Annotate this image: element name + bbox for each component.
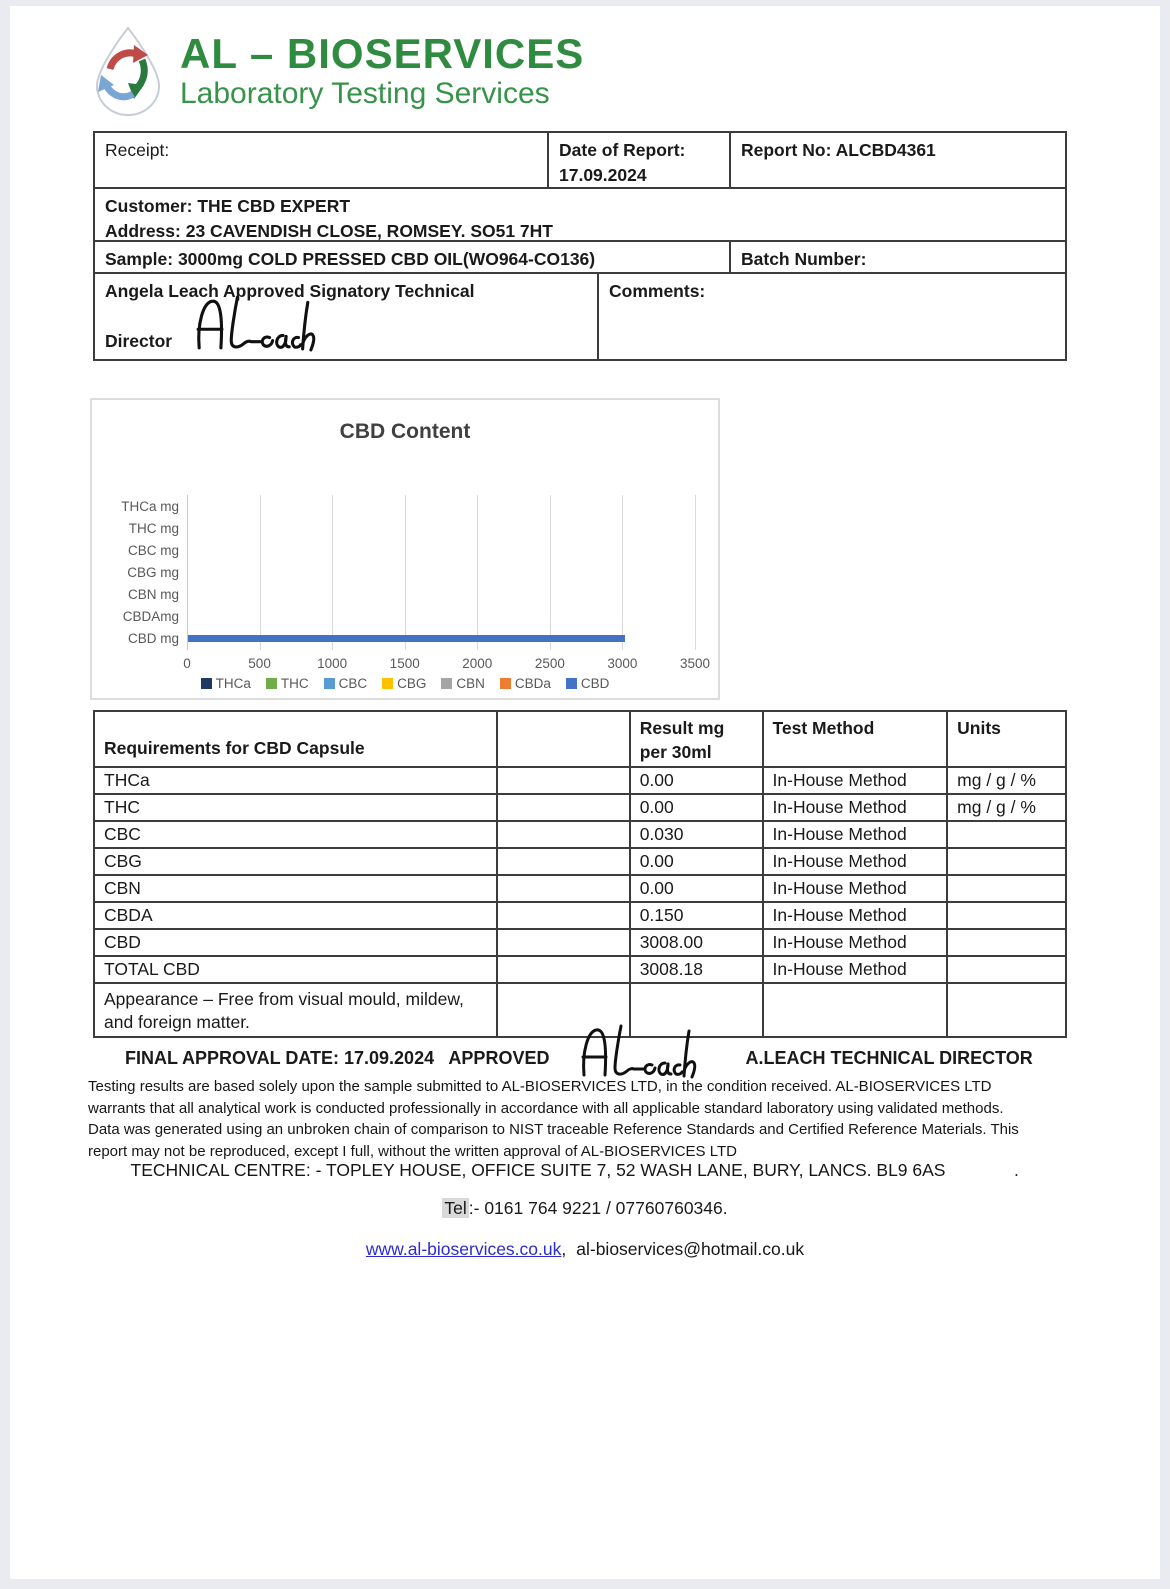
logo — [86, 24, 584, 118]
y-tick-label: CBD mg — [127, 631, 179, 647]
test-method: In-House Method — [763, 848, 948, 875]
legend-item-cbda — [500, 676, 551, 691]
test-method: In-House Method — [763, 902, 948, 929]
legend-swatch-icon — [324, 678, 335, 689]
units-value — [947, 929, 1066, 956]
chart-gridline — [332, 495, 333, 650]
analyte-name: CBC — [94, 821, 497, 848]
chart-gridline — [260, 495, 261, 650]
analyte-name: CBN — [94, 875, 497, 902]
y-tick-label: CBN mg — [127, 587, 179, 603]
legend-item-cbg — [382, 676, 426, 691]
signatory-text: Angela Leach Approved Signatory Technical — [105, 281, 475, 301]
chart-gridline — [695, 495, 696, 650]
customer-line: Customer: THE CBD EXPERT — [105, 196, 351, 216]
chart-bar-cbd — [188, 635, 625, 642]
test-method: In-House Method — [763, 956, 948, 983]
email-address: al-bioservices@hotmail.co.uk — [576, 1239, 805, 1259]
analyte-name: TOTAL CBD — [94, 956, 497, 983]
analyte-name: CBD — [94, 929, 497, 956]
legend-swatch-icon — [441, 678, 452, 689]
result-value: 0.00 — [630, 767, 763, 794]
test-method: In-House Method — [763, 767, 948, 794]
website-link[interactable]: www.al-bioservices.co.uk — [365, 1239, 562, 1259]
signatory-cell — [95, 274, 597, 359]
y-tick-label: CBG mg — [127, 564, 179, 580]
receipt-label: Receipt: — [105, 140, 170, 160]
x-tick-label: 1500 — [389, 656, 420, 671]
analyte-name: CBDA — [94, 902, 497, 929]
legend-label: CBD — [580, 676, 610, 691]
test-method: In-House Method — [763, 875, 948, 902]
drop-recycle-logo-icon — [86, 24, 170, 118]
units-value — [947, 902, 1066, 929]
address-line: Address: 23 CAVENDISH CLOSE, ROMSEY. SO51 7HT — [105, 221, 553, 242]
y-tick-label: CBC mg — [127, 542, 179, 558]
batch-number-label: Batch Number: — [729, 242, 1065, 272]
result-value: 0.00 — [630, 875, 763, 902]
contact-links-line — [0, 1239, 1170, 1260]
results-table — [93, 710, 1067, 1038]
x-tick-label: 3000 — [607, 656, 638, 671]
technical-director-text: A.LEACH TECHNICAL DIRECTOR — [745, 1047, 1033, 1068]
units-value — [947, 875, 1066, 902]
result-value: 3008.00 — [630, 929, 763, 956]
table-row — [94, 848, 1066, 875]
legend-item-thca — [201, 676, 251, 691]
legend-swatch-icon — [566, 678, 577, 689]
signature-icon — [190, 292, 318, 352]
results-header-row — [94, 711, 1066, 767]
legend-swatch-icon — [266, 678, 277, 689]
result-value: 0.150 — [630, 902, 763, 929]
telephone-line — [0, 1198, 1170, 1219]
units-value — [947, 848, 1066, 875]
analyte-name: THC — [94, 794, 497, 821]
legend-item-cbn — [441, 676, 485, 691]
date-of-report-label: Date of Report: — [559, 140, 686, 160]
units-value: mg / g / % — [947, 794, 1066, 821]
result-value: 0.00 — [630, 794, 763, 821]
x-tick-label: 500 — [248, 656, 271, 671]
link-separator: , — [561, 1239, 567, 1259]
company-tagline: Laboratory Testing Services — [180, 76, 550, 110]
report-number: Report No: ALCBD4361 — [729, 133, 1065, 187]
result-value: 0.00 — [630, 848, 763, 875]
legend-label: CBC — [338, 676, 368, 691]
legend-swatch-icon — [201, 678, 212, 689]
date-of-report-value: 17.09.2024 — [559, 165, 647, 186]
legend-label: CBDa — [514, 676, 551, 691]
x-tick-label: 2000 — [462, 656, 493, 671]
units-value — [947, 956, 1066, 983]
chart-gridline — [405, 495, 406, 650]
y-tick-label: CBDAmg — [122, 609, 179, 625]
chart-gridline — [550, 495, 551, 650]
y-tick-label: THC mg — [128, 520, 179, 536]
disclaimer-text: Testing results are based solely upon the sample submitted to AL-BIOSERVICES LTD, in the condition received. AL-BIOSERVICES LTD warrants that all analytical work is conducted professionally in accordance with all applicable standard laboratory using validated methods. Data was generated using an unbroken chain of comparison to NIST traceable Reference Standards and Certified Reference Materials. This report may not be reproduced, except I full, without the written approval of AL-BIOSERVICES LTD — [88, 1078, 1019, 1160]
appearance-note: Appearance – Free from visual mould, mildew, and foreign matter. — [94, 983, 497, 1037]
chart-axis-line — [187, 495, 188, 650]
units-value: mg / g / % — [947, 767, 1066, 794]
table-row — [94, 956, 1066, 983]
x-tick-label: 0 — [183, 656, 191, 671]
cbd-content-chart — [90, 398, 720, 700]
test-method: In-House Method — [763, 794, 948, 821]
header-info-table — [93, 131, 1067, 361]
date-of-report-cell — [547, 133, 729, 187]
table-row — [94, 794, 1066, 821]
test-method: In-House Method — [763, 821, 948, 848]
test-method: In-House Method — [763, 929, 948, 956]
customer-address-cell — [95, 189, 1065, 240]
comments-label: Comments: — [597, 274, 1065, 359]
table-row — [94, 929, 1066, 956]
signatory-text2: Director — [105, 330, 173, 351]
result-value: 0.030 — [630, 821, 763, 848]
tel-numbers: :- 0161 764 9221 / 07760760346. — [468, 1198, 728, 1218]
legend-label: THC — [280, 676, 309, 691]
legend-item-cbd — [566, 676, 610, 691]
x-tick-label: 2500 — [534, 656, 565, 671]
result-value: 3008.18 — [630, 956, 763, 983]
col-header-result: Result mg per 30ml — [630, 711, 763, 767]
legend-label: CBN — [456, 676, 485, 691]
approval-signature-icon — [571, 1021, 703, 1079]
chart-plot — [187, 495, 695, 650]
legend-swatch-icon — [500, 678, 511, 689]
company-name: AL – BIOSERVICES — [180, 29, 585, 77]
table-row — [94, 902, 1066, 929]
x-tick-label: 3500 — [679, 656, 711, 671]
col-header-empty — [497, 711, 630, 767]
analyte-name: CBG — [94, 848, 497, 875]
y-tick-label: THCa mg — [121, 498, 179, 514]
legend-label: CBG — [397, 676, 427, 691]
x-tick-label: 1000 — [317, 656, 348, 671]
chart-legend — [92, 676, 718, 691]
table-row — [94, 767, 1066, 794]
units-value — [947, 821, 1066, 848]
technical-centre-line: TECHNICAL CENTRE: - TOPLEY HOUSE, OFFICE SUITE 7, 52 WASH LANE, BURY, LANCS. BL9 6AS — [130, 1160, 946, 1180]
legend-swatch-icon — [382, 678, 393, 689]
trailing-period: . — [1014, 1160, 1019, 1180]
chart-gridline — [622, 495, 623, 650]
legend-label: THCa — [215, 676, 251, 691]
table-row — [94, 875, 1066, 902]
legend-item-cbc — [324, 676, 368, 691]
col-header-units: Units — [947, 711, 1066, 767]
chart-title: CBD Content — [339, 420, 471, 443]
tel-label: Tel — [444, 1198, 467, 1218]
chart-gridline — [477, 495, 478, 650]
chart-x-axis-labels — [183, 656, 711, 674]
col-header-requirements: Requirements for CBD Capsule — [94, 711, 497, 767]
chart-y-axis-labels — [92, 495, 179, 650]
legend-item-thc — [266, 676, 309, 691]
col-header-method: Test Method — [763, 711, 948, 767]
final-approval-text: FINAL APPROVAL DATE: 17.09.2024 APPROVED — [125, 1047, 550, 1068]
sample-line: Sample: 3000mg COLD PRESSED CBD OIL(WO964-CO136) — [105, 249, 596, 269]
analyte-name: THCa — [94, 767, 497, 794]
table-row — [94, 821, 1066, 848]
